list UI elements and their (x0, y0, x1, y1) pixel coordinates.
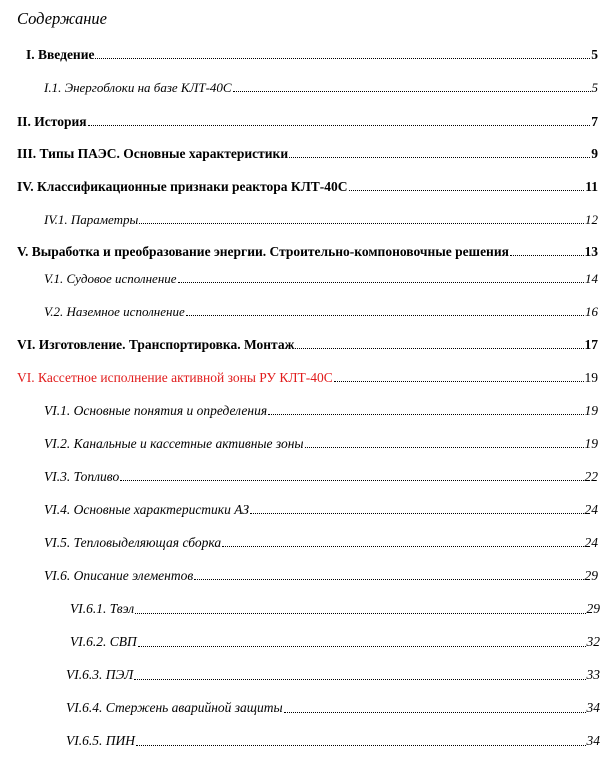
dot-leader (289, 157, 590, 158)
dot-leader (178, 282, 584, 283)
toc-entry-page: 19 (584, 436, 598, 451)
toc-entry-vi65[interactable] (66, 733, 600, 749)
toc-entry-energy[interactable] (17, 244, 598, 260)
toc-entry-page: 29 (586, 601, 600, 616)
toc-entry-label: VI.1. Основные понятия и определения (44, 403, 268, 418)
toc-entry-label: I. Введение (26, 47, 95, 62)
dot-leader (295, 348, 583, 349)
toc-entry-vi62[interactable] (70, 634, 600, 650)
toc-entry-types[interactable] (17, 146, 598, 162)
dot-leader (194, 579, 583, 580)
toc-entry-page: 19 (584, 403, 598, 418)
toc-entry-label: VI.6.4. Стержень аварийной защиты (66, 700, 283, 715)
toc-entry-vi63[interactable] (66, 667, 600, 683)
toc-entry-history[interactable] (17, 114, 598, 130)
toc-entry-v1[interactable] (44, 271, 598, 287)
toc-entry-cassette[interactable] (17, 370, 598, 386)
dot-leader (250, 513, 584, 514)
toc-entry-label: VI.6.1. Твэл (70, 601, 135, 616)
toc-entry-v2[interactable] (44, 304, 598, 320)
toc-entry-introduction[interactable] (26, 47, 598, 63)
toc-entry-label: VI. Кассетное исполнение активной зоны РУ КЛТ-40С (17, 370, 333, 385)
toc-entry-page: 17 (584, 337, 598, 352)
toc-entry-label: VI.2. Канальные и кассетные активные зоны (44, 436, 304, 451)
dot-leader (268, 414, 583, 415)
dot-leader (139, 223, 584, 224)
toc-entry-label: IV. Классификационные признаки реактора КЛТ-40С (17, 179, 348, 194)
toc-entry-page: 5 (591, 47, 598, 62)
toc-entry-page: 13 (584, 244, 598, 259)
dot-leader (305, 447, 584, 448)
dot-leader (510, 255, 584, 256)
dot-leader (222, 546, 583, 547)
toc-entry-label: VI.6. Описание элементов (44, 568, 194, 583)
dot-leader (88, 125, 591, 126)
toc-entry-vi64[interactable] (66, 700, 600, 716)
toc-entry-label: V.2. Наземное исполнение (44, 304, 185, 319)
dot-leader (95, 58, 590, 59)
dot-leader (138, 646, 586, 647)
toc-entry-vi61[interactable] (70, 601, 600, 617)
toc-entry-page: 7 (591, 114, 598, 129)
toc-entry-label: V.1. Судовое исполнение (44, 271, 177, 286)
dot-leader (120, 480, 583, 481)
dot-leader (349, 190, 585, 191)
toc-entry-page: 24 (584, 535, 598, 550)
toc-entry-label: VI. Изготовление. Транспортировка. Монтаж (17, 337, 295, 352)
dot-leader (134, 679, 585, 680)
dot-leader (334, 381, 584, 382)
toc-entry-label: III. Типы ПАЭС. Основные характеристики (17, 146, 289, 161)
toc-entry-iv1[interactable] (44, 212, 598, 228)
toc-entry-page: 12 (585, 212, 598, 227)
toc-entry-vi6[interactable] (44, 568, 598, 584)
toc-entry-vi2[interactable] (44, 436, 598, 452)
toc-entry-label: II. История (17, 114, 87, 129)
dot-leader (186, 315, 584, 316)
toc-entry-vi4[interactable] (44, 502, 598, 518)
dot-leader (233, 91, 591, 92)
toc-entry-i1[interactable] (44, 80, 598, 96)
toc-entry-label: I.1. Энергоблоки на базе КЛТ-40С (44, 80, 232, 95)
toc-entry-label: VI.4. Основные характеристики АЗ (44, 502, 249, 517)
toc-entry-page: 16 (585, 304, 598, 319)
toc-entry-label: IV.1. Параметры (44, 212, 139, 227)
toc-entry-label: VI.6.3. ПЭЛ (66, 667, 134, 682)
toc-entry-page: 19 (584, 370, 598, 385)
toc-entry-vi5[interactable] (44, 535, 598, 551)
toc-entry-classification[interactable] (17, 179, 598, 195)
toc-entry-page: 9 (591, 146, 598, 161)
toc-entry-page: 24 (584, 502, 598, 517)
toc-entry-page: 5 (591, 80, 598, 95)
toc-entry-page: 11 (585, 179, 598, 194)
toc-entry-page: 32 (586, 634, 600, 649)
toc-entry-label: VI.6.2. СВП (70, 634, 137, 649)
toc-entry-page: 14 (585, 271, 598, 286)
dot-leader (284, 712, 586, 713)
toc-entry-page: 34 (586, 733, 600, 748)
toc-title: Содержание (17, 9, 108, 28)
toc-entry-label: V. Выработка и преобразование энергии. Строительно-компоновочные решения (17, 244, 509, 259)
dot-leader (135, 613, 585, 614)
toc-entry-page: 34 (586, 700, 600, 715)
dot-leader (136, 745, 586, 746)
toc-entry-vi1[interactable] (44, 403, 598, 419)
toc-entry-page: 33 (586, 667, 600, 682)
toc-entry-label: VI.3. Топливо (44, 469, 120, 484)
toc-entry-page: 29 (584, 568, 598, 583)
toc-entry-vi3[interactable] (44, 469, 598, 485)
toc-entry-manufacturing[interactable] (17, 337, 598, 353)
toc-entry-page: 22 (584, 469, 598, 484)
toc-entry-label: VI.5. Тепловыделяющая сборка (44, 535, 222, 550)
toc-entry-label: VI.6.5. ПИН (66, 733, 135, 748)
